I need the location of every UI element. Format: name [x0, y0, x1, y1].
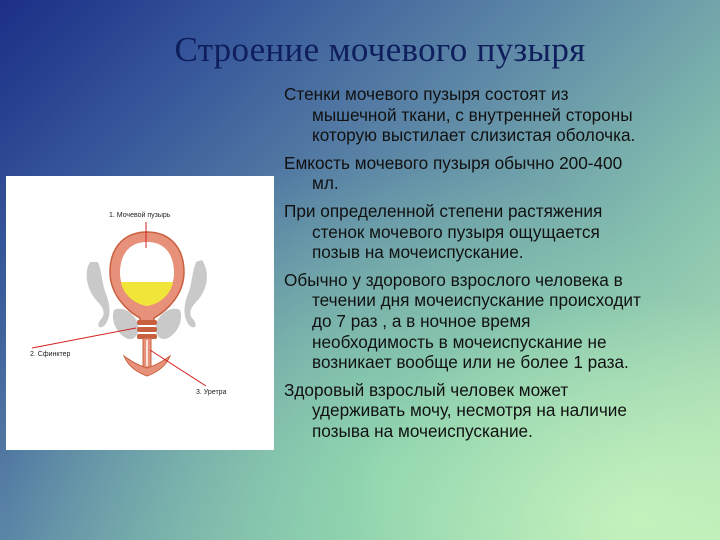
paragraph-frequency — [284, 270, 704, 373]
paragraph-line: до 7 раз , а в ночное время — [312, 310, 531, 331]
bladder-diagram — [6, 176, 274, 450]
paragraph-retention — [284, 380, 704, 442]
paragraph-line: Обычно у здорового взрослого человека в — [284, 269, 623, 290]
left-pelvic-bone — [87, 262, 110, 327]
paragraph-line: возникает вообще или не более 1 раза. — [312, 352, 629, 373]
paragraph-line: стенок мочевого пузыря ощущается — [312, 221, 600, 242]
sphincter-leader-line — [32, 328, 136, 348]
bladder-diagram-svg — [6, 176, 274, 450]
paragraph-line: Емкость мочевого пузыря обычно 200-400 — [284, 152, 623, 173]
paragraph-line: При определенной степени растяжения — [284, 200, 603, 221]
paragraph-line: которую выстилает слизистая оболочка. — [312, 125, 636, 146]
paragraph-line: течении дня мочеиспускание происходит — [312, 290, 641, 311]
paragraph-line: мл. — [312, 173, 339, 194]
sphincter-ring-2 — [137, 327, 157, 332]
paragraph-line: Стенки мочевого пузыря состоят из — [284, 84, 569, 104]
right-pelvic-bone — [185, 260, 207, 327]
urethra-channel — [146, 340, 148, 366]
sphincter-ring-1 — [137, 320, 157, 325]
paragraph-line: позыва на мочеиспускание. — [312, 420, 533, 441]
slide-title: Строение мочевого пузыря — [174, 30, 586, 69]
paragraph-line: необходимость в мочеиспускание не — [312, 331, 607, 352]
label-bladder: 1. Мочевой пузырь — [109, 212, 171, 219]
slide-body-text — [284, 84, 704, 449]
paragraph-capacity — [284, 153, 704, 194]
label-urethra: 3. Уретра — [196, 389, 227, 396]
paragraph-wall-structure — [284, 84, 704, 146]
paragraph-line: позыв на мочеиспускание. — [312, 242, 524, 263]
paragraph-urge — [284, 201, 704, 263]
label-sphincter: 2. Сфинктер — [30, 351, 71, 358]
paragraph-line: удерживать мочу, несмотря на наличие — [312, 400, 627, 421]
paragraph-line: Здоровый взрослый человек может — [284, 379, 569, 400]
paragraph-line: мышечной ткани, с внутренней стороны — [312, 104, 633, 125]
